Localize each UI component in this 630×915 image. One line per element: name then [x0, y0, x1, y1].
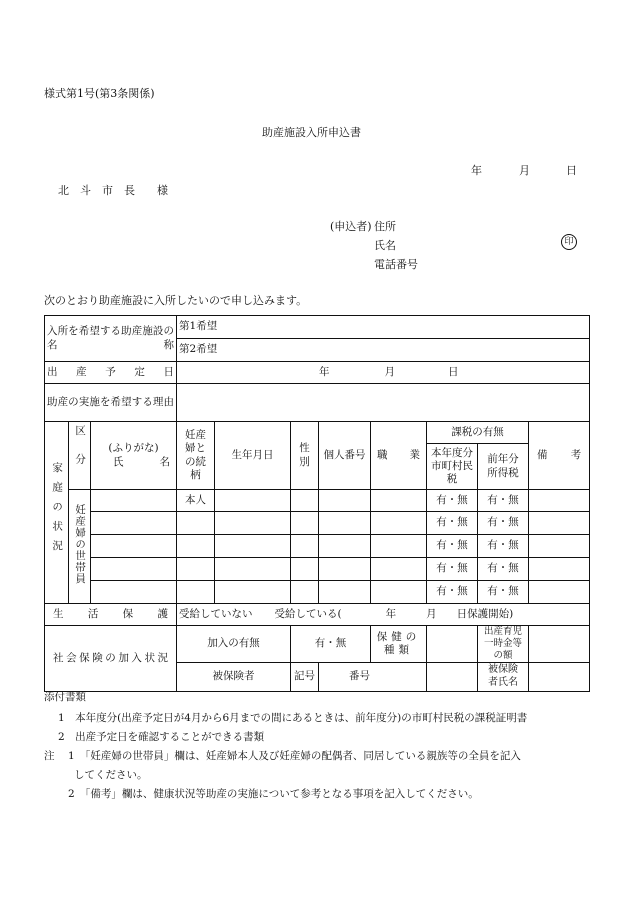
member-remarks-cell[interactable] [529, 558, 590, 581]
member-group-text: 妊産婦の世帯員 [74, 504, 87, 585]
occupation-header [371, 422, 427, 490]
table-row [45, 512, 590, 535]
relation-header: 妊産婦との続柄 [177, 422, 215, 490]
application-table [44, 315, 590, 692]
addressee: 北 斗 市 長 様 [58, 184, 168, 197]
member-relation-cell[interactable] [177, 581, 215, 604]
first-choice-field[interactable] [177, 316, 590, 339]
member-remarks-cell[interactable] [529, 581, 590, 604]
table-row [45, 535, 590, 558]
welfare-year-label: 年 [385, 607, 397, 620]
self-label: 本人 [177, 490, 215, 512]
date-year-label: 年 [471, 164, 482, 177]
remarks-right: 考 [570, 448, 582, 461]
member-name-cell[interactable] [91, 490, 177, 512]
member-mynumber-cell[interactable] [319, 558, 371, 581]
tax-current-choice[interactable]: 有・無 [427, 490, 478, 512]
tax-header: 課税の有無 [427, 422, 529, 444]
phone-label: 電話番号 [374, 258, 418, 271]
table-row [45, 581, 590, 604]
insurance-symbol-label: 記号 [291, 662, 319, 691]
attachment-item-1: 1 本年度分(出産予定日が4月から6月までの間にあるときは、前年度分)の市町村民税の課税証明書 [58, 712, 528, 724]
birthdate-header: 生年月日 [215, 422, 291, 490]
name-header [91, 422, 177, 490]
tax-prev-choice[interactable]: 有・無 [478, 490, 529, 512]
member-mynumber-cell[interactable] [319, 535, 371, 558]
welfare-receiving-option[interactable]: 受給している( [274, 607, 342, 620]
member-relation-cell[interactable] [177, 558, 215, 581]
member-remarks-cell[interactable] [529, 512, 590, 535]
due-year-label: 年 [319, 365, 330, 378]
insured-label: 被保険者 [177, 662, 291, 691]
remarks-left: 備 [537, 448, 548, 461]
childbirth-allowance-field[interactable] [529, 626, 590, 663]
childbirth-allowance-label: 出産育児一時金等の額 [478, 626, 529, 663]
note-2: 2 「備考」欄は、健康状況等助産の実施について参考となる事項を記入してください。 [68, 788, 479, 800]
welfare-label: 生活保護 [45, 604, 177, 626]
insurance-symbol-field[interactable] [319, 662, 427, 691]
insured-name-label: 被保険者氏名 [478, 662, 529, 691]
member-group-label [69, 490, 91, 604]
member-job-cell[interactable] [371, 490, 427, 512]
tax-current-header: 本年度分市町村民税 [427, 444, 478, 490]
name-header-right: 名 [159, 455, 171, 468]
tax-prev-header: 前年分所得税 [478, 444, 529, 490]
member-birth-cell[interactable] [215, 512, 291, 535]
member-birth-cell[interactable] [215, 558, 291, 581]
occupation-right: 業 [409, 448, 421, 461]
note-1-line-2: してください。 [74, 769, 148, 781]
member-name-cell[interactable] [91, 535, 177, 558]
insurance-type-field[interactable] [427, 626, 478, 663]
member-mynumber-cell[interactable] [319, 512, 371, 535]
household-label-text: 家庭の状況 [51, 461, 64, 560]
member-sex-cell[interactable] [291, 512, 319, 535]
name-header-left: 氏 [113, 455, 124, 468]
member-relation-cell[interactable] [177, 535, 215, 558]
welfare-day-label: 日保護開始) [456, 607, 514, 620]
date-day-label: 日 [566, 164, 577, 177]
insurance-enrolled-choice[interactable]: 有・無 [291, 626, 371, 663]
address-label: 住所 [374, 220, 396, 233]
member-birth-cell[interactable] [215, 490, 291, 512]
member-mynumber-cell[interactable] [319, 581, 371, 604]
member-relation-cell[interactable] [177, 512, 215, 535]
tax-prev-choice[interactable]: 有・無 [478, 558, 529, 581]
member-sex-cell[interactable] [291, 490, 319, 512]
my-number-header: 個人番号 [319, 422, 371, 490]
note-1-line-1: 1 「妊産婦の世帯員」欄は、妊産婦本人及び妊産婦の配偶者、同居している親族等の全員を記入 [68, 750, 521, 762]
tax-current-choice[interactable]: 有・無 [427, 512, 478, 535]
member-birth-cell[interactable] [215, 581, 291, 604]
insurance-number-field[interactable] [427, 662, 478, 691]
welfare-month-label: 月 [426, 607, 437, 620]
date-month-label: 月 [519, 164, 530, 177]
insurance-label: 社会保険の加入状況 [45, 626, 177, 692]
insured-name-field[interactable] [529, 662, 590, 691]
furigana-label: (ふりがな) [108, 442, 159, 455]
first-choice-label: 第1希望 [179, 320, 218, 333]
member-job-cell[interactable] [371, 581, 427, 604]
name-label: 氏名 [374, 239, 396, 252]
second-choice-field[interactable] [177, 339, 590, 362]
reason-label: 助産の実施を希望する理由 [45, 384, 177, 422]
member-name-cell[interactable] [91, 558, 177, 581]
member-job-cell[interactable] [371, 512, 427, 535]
insurance-enrolled-label: 加入の有無 [177, 626, 291, 663]
applicant-prefix: (申込者) [330, 220, 372, 233]
attachment-item-2: 2 出産予定日を確認することができる書類 [58, 731, 265, 743]
tax-prev-choice[interactable]: 有・無 [478, 512, 529, 535]
tax-prev-choice[interactable]: 有・無 [478, 581, 529, 604]
member-sex-cell[interactable] [291, 558, 319, 581]
member-mynumber-cell[interactable] [319, 490, 371, 512]
kubun-text: 区分 [74, 424, 87, 482]
tax-current-choice[interactable]: 有・無 [427, 558, 478, 581]
second-choice-label: 第2希望 [179, 343, 218, 356]
remarks-header [529, 422, 590, 490]
welfare-field[interactable] [177, 604, 590, 626]
member-sex-cell[interactable] [291, 535, 319, 558]
kubun-header [69, 422, 91, 490]
tax-current-choice[interactable]: 有・無 [427, 535, 478, 558]
table-row [45, 490, 590, 512]
reason-field[interactable] [177, 384, 590, 422]
member-job-cell[interactable] [371, 535, 427, 558]
sex-header: 性別 [291, 422, 319, 490]
attachments-title: 添付書類 [44, 691, 86, 703]
member-name-cell[interactable] [91, 512, 177, 535]
seal-mark: 印 [561, 234, 577, 250]
intro-text: 次のとおり助産施設に入所したいので申し込みます。 [44, 294, 308, 307]
tax-prev-choice[interactable]: 有・無 [478, 535, 529, 558]
insurance-type-label: 保健の種類 [371, 626, 427, 663]
welfare-none-option[interactable]: 受給していない [179, 607, 253, 620]
form-number: 様式第1号(第3条関係) [44, 87, 155, 100]
member-birth-cell[interactable] [215, 535, 291, 558]
member-name-cell[interactable] [91, 581, 177, 604]
notes-prefix: 注 [44, 750, 55, 762]
insurance-number-label: 番号 [349, 670, 371, 683]
table-row [45, 558, 590, 581]
member-job-cell[interactable] [371, 558, 427, 581]
tax-current-choice[interactable]: 有・無 [427, 581, 478, 604]
occupation-left: 職 [377, 448, 388, 461]
member-remarks-cell[interactable] [529, 490, 590, 512]
household-label [45, 422, 69, 604]
member-sex-cell[interactable] [291, 581, 319, 604]
due-date-label: 出産予定日 [45, 362, 177, 384]
member-remarks-cell[interactable] [529, 535, 590, 558]
due-day-label: 日 [448, 365, 459, 378]
due-date-field[interactable] [177, 362, 590, 384]
form-title: 助産施設入所申込書 [262, 126, 361, 139]
facility-name-label: 入所を希望する助産施設の名称 [45, 316, 177, 362]
due-month-label: 月 [384, 365, 396, 378]
